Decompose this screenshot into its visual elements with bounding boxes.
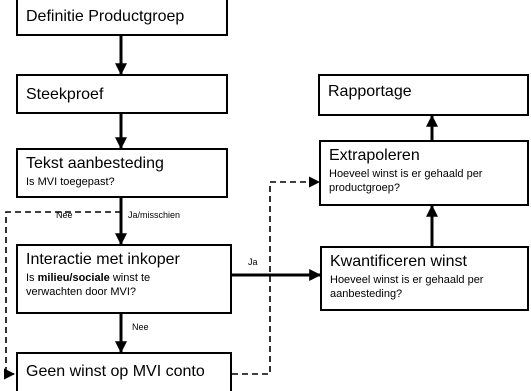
- node-title: Definitie Productgroep: [26, 8, 185, 25]
- node-extrapoleren: [319, 140, 529, 206]
- node-question-part: Is: [26, 272, 38, 284]
- node-geen-winst: [16, 352, 232, 391]
- edge-label-nee-top: Nee: [56, 210, 73, 220]
- node-interactie-met-inkoper: [16, 244, 232, 314]
- node-question-emphasis: milieu/sociale: [37, 272, 110, 284]
- node-kwantificeren-winst: [320, 246, 529, 311]
- node-title: Tekst aanbesteding: [26, 155, 164, 172]
- node-question: Hoeveel winst is er gehaald per aanbesteding?: [330, 274, 484, 300]
- node-title: Steekproef: [26, 86, 104, 103]
- node-question: [26, 271, 196, 299]
- edge-label-ja-misschien: Ja/misschien: [128, 210, 181, 220]
- node-definitie-productgroep: [16, 0, 228, 36]
- node-title: Geen winst op MVI conto: [26, 363, 205, 380]
- node-title: Interactie met inkoper: [26, 251, 180, 268]
- node-question-part: winst te verwachten door MVI?: [26, 272, 151, 298]
- node-steekproef: [16, 74, 228, 114]
- arrow-geen-winst-extrapoleren-dashed: [232, 182, 319, 374]
- node-question: Hoeveel winst is er gehaald per productgroep?: [329, 168, 483, 194]
- node-question: Is MVI toegepast?: [26, 176, 115, 188]
- edge-label-ja: Ja: [248, 257, 258, 267]
- node-tekst-aanbesteding: [16, 148, 228, 198]
- node-title: Extrapoleren: [329, 147, 420, 164]
- node-rapportage: [318, 74, 529, 116]
- node-title: Rapportage: [328, 83, 412, 100]
- edge-label-nee-bottom: Nee: [132, 322, 149, 332]
- node-title: Kwantificeren winst: [330, 253, 467, 270]
